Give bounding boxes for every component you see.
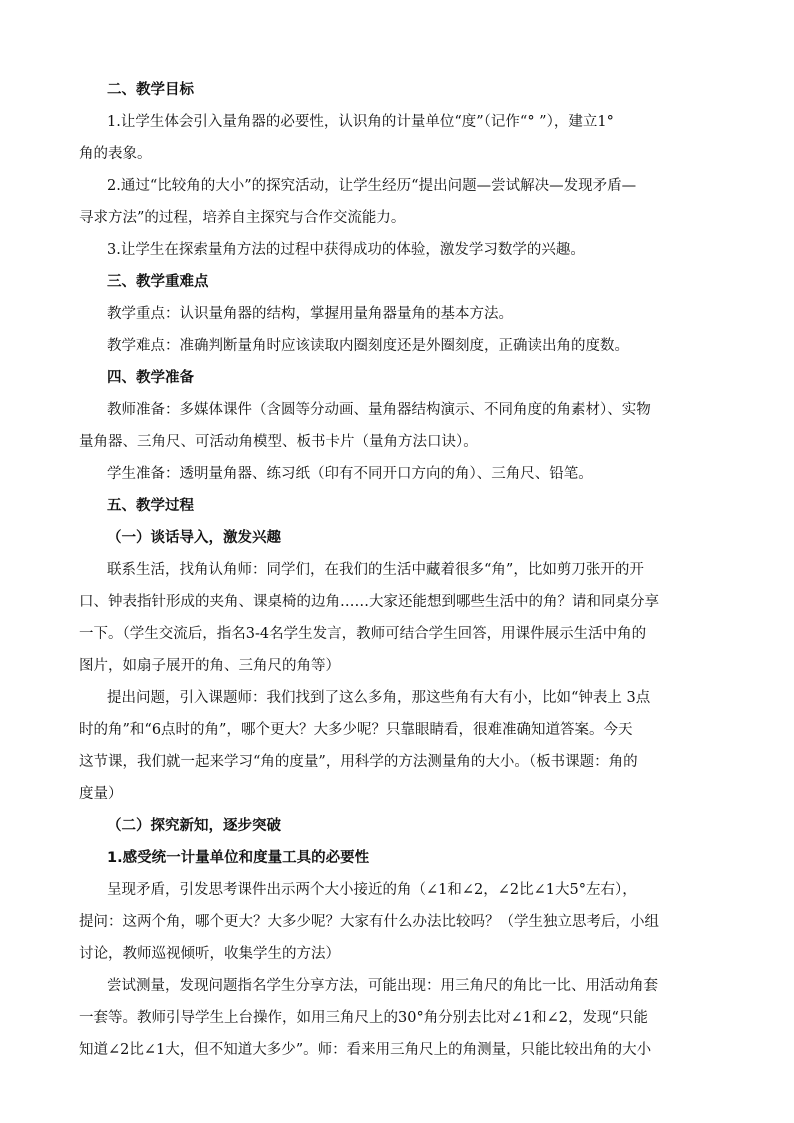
paragraph-line: 知道∠2比∠1大，但不知道大多少”。师：看来用三角尺上的角测量，只能比较出角的大小 bbox=[79, 1042, 652, 1058]
paragraph-line: 联系生活，找角认角师：同学们，在我们的生活中藏着很多“角”，比如剪刀张开的开 bbox=[107, 562, 644, 578]
paragraph-line: 呈现矛盾，引发思考课件出示两个大小接近的角（∠1和∠2，∠2比∠1大5°左右）， bbox=[107, 882, 637, 898]
paragraph-line: 教学重点：认识量角器的结构，掌握用量角器量角的基本方法。 bbox=[107, 306, 513, 322]
paragraph-line: 图片，如扇子展开的角、三角尺的角等） bbox=[79, 658, 340, 674]
paragraph-line: 学生准备：透明量角器、练习纸（印有不同开口方向的角）、三角尺、铅笔。 bbox=[107, 466, 593, 482]
paragraph-line: 1.让学生体会引入量角器的必要性，认识角的计量单位“度”（记作“° ”），建立1° bbox=[107, 114, 614, 130]
paragraph-line: 量角器、三角尺、可活动角模型、板书卡片（量角方法口诀）。 bbox=[79, 434, 478, 450]
section-heading: 二、教学目标 bbox=[107, 82, 194, 98]
paragraph-line: 角的表象。 bbox=[79, 146, 152, 162]
paragraph-line: 3.让学生在探索量角方法的过程中获得成功的体验，激发学习数学的兴趣。 bbox=[107, 242, 585, 258]
paragraph-line: 2.通过“比较角的大小”的探究活动，让学生经历“提出问题—尝试解决—发现矛盾— bbox=[107, 178, 637, 194]
paragraph-line: 提出问题，引入课题师：我们找到了这么多角，那这些角有大有小，比如“钟表上 3点 bbox=[107, 690, 651, 706]
paragraph-line: 度量） bbox=[79, 786, 123, 802]
section-heading: （二）探究新知，逐步突破 bbox=[107, 818, 281, 834]
paragraph-line: 教师准备：多媒体课件（含圆等分动画、量角器结构演示、不同角度的角素材）、实物 bbox=[107, 402, 651, 418]
paragraph-line: 这节课，我们就一起来学习“角的度量”，用科学的方法测量角的大小。（板书课题：角的 bbox=[79, 754, 638, 770]
section-heading: 1.感受统一计量单位和度量工具的必要性 bbox=[107, 850, 370, 866]
paragraph-line: 一套等。教师引导学生上台操作，如用三角尺上的30°角分别去比对∠1和∠2，发现“只能 bbox=[79, 1010, 648, 1026]
paragraph-line: 提问：这两个角，哪个更大？大多少呢？大家有什么办法比较吗？（学生独立思考后，小组 bbox=[79, 914, 659, 930]
paragraph-line: 尝试测量，发现问题指名学生分享方法，可能出现：用三角尺的角比一比、用活动角套 bbox=[107, 978, 658, 994]
paragraph-line: 口、钟表指针形成的夹角、课桌椅的边角……大家还能想到哪些生活中的角？请和同桌分享 bbox=[79, 594, 659, 610]
paragraph-line: 寻求方法”的过程，培养自主探究与合作交流能力。 bbox=[79, 210, 406, 226]
section-heading: 三、教学重难点 bbox=[107, 274, 209, 290]
paragraph-line: 一下。（学生交流后，指名3-4名学生发言，教师可结合学生回答，用课件展示生活中角的 bbox=[79, 626, 647, 642]
section-heading: 四、教学准备 bbox=[107, 370, 194, 386]
section-heading: （一）谈话导入，激发兴趣 bbox=[107, 530, 281, 546]
paragraph-line: 时的角”和“6点时的角”，哪个更大？大多少呢？只靠眼睛看，很难准确知道答案。今天 bbox=[79, 722, 633, 738]
paragraph-line: 讨论，教师巡视倾听，收集学生的方法） bbox=[79, 946, 340, 962]
section-heading: 五、教学过程 bbox=[107, 498, 194, 514]
paragraph-line: 教学难点：准确判断量角时应该读取内圈刻度还是外圈刻度，正确读出角的度数。 bbox=[107, 338, 629, 354]
